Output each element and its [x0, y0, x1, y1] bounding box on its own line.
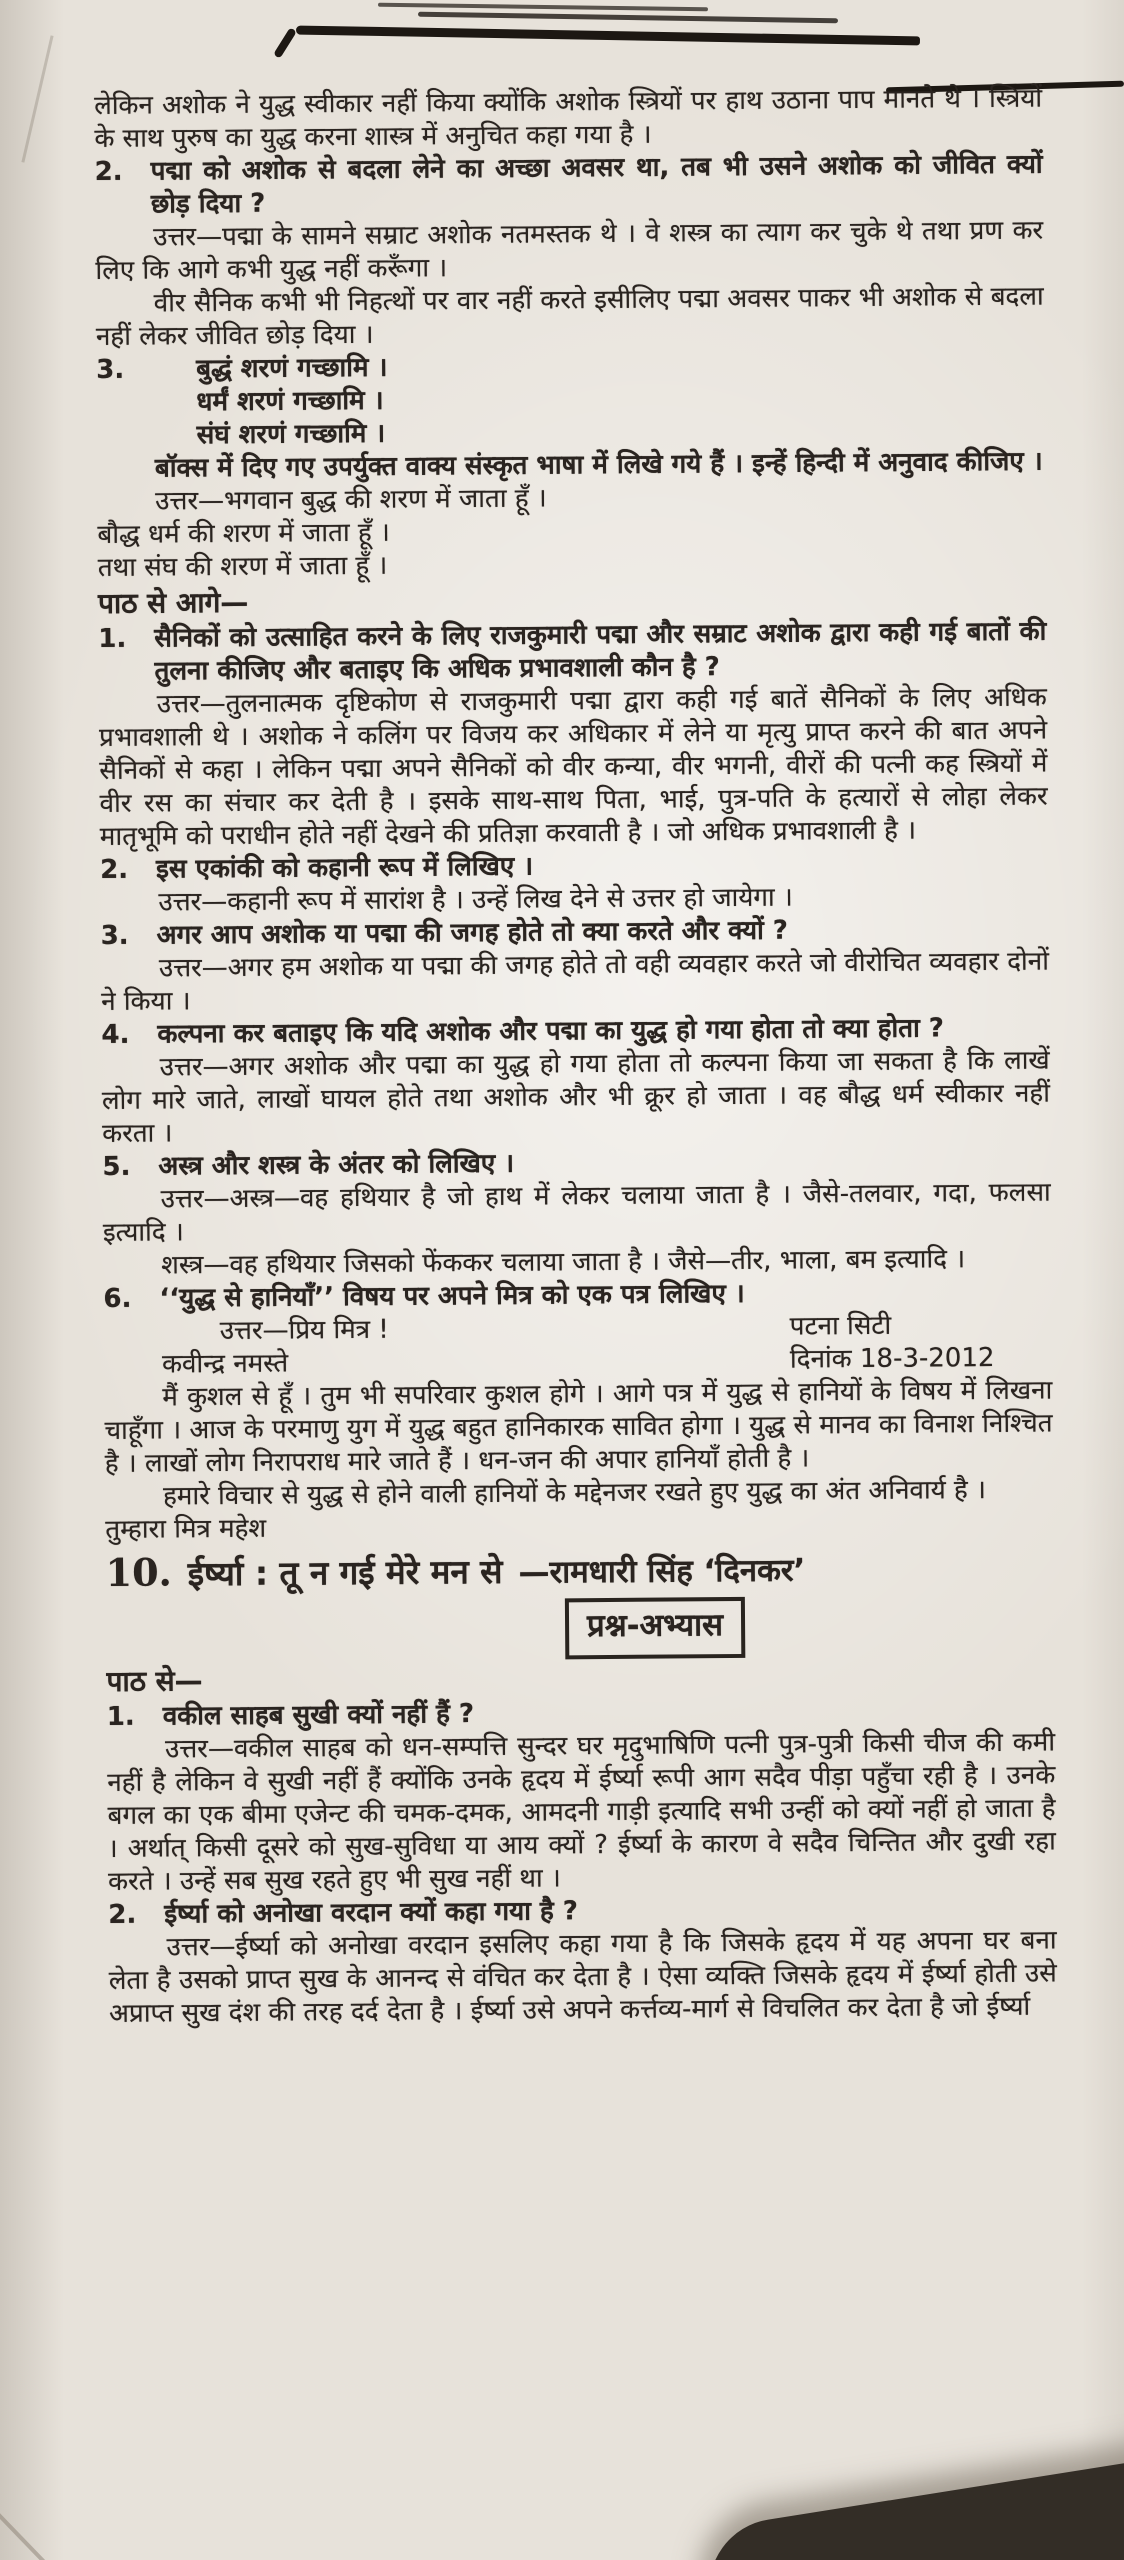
answer-2-para-2: वीर सैनिक कभी भी निहत्थों पर वार नहीं करते इसीलिए पद्मा अवसर पाकर भी अशोक से बदला नहीं लेकर जीवित छोड़ दिया । [95, 281, 1044, 352]
exercise-box-label: प्रश्न-अभ्यास [565, 1597, 745, 1659]
section-heading-path-se: पाठ से— [106, 1664, 203, 1698]
question-number: 1. [98, 623, 127, 654]
question-text: सैनिकों को उत्साहित करने के लिए राजकुमारी पद्मा और सम्राट अशोक द्वारा कही गई बातों की तुलना कीजिए और बताइए कि अधिक प्रभावशाली कौन है ? [154, 616, 1047, 687]
scan-smudge-bar [296, 26, 920, 46]
lesson10-answer-2: उत्तर—ईर्ष्या को अनोखा वरदान इसलिए कहा गया है कि जिसके हृदय में यह अपना घर बना लेता है उसको प्राप्त सुख के आनन्द से वंचित कर देता है । ऐसा व्यक्ति जिसके हृदय में ईर्ष्या होती उसे अप्राप्त सुख दंश की तरह दर्द देता है । ईर्ष्या उसे अपने कर्त्तव्य-मार्ग से विचलित कर देता है जो ईर्ष्या [108, 1925, 1057, 2029]
question-number: 6. [103, 1283, 132, 1314]
question-text: वकील साहब सुखी क्यों नहीं हैं ? [162, 1699, 475, 1732]
letter-body-1: मैं कुशल से हूँ । तुम भी सपरिवार कुशल होगे । आगे पत्र में युद्ध से हानियों के विषय में लिखना चाहूँगा । आज के परमाणु युग में युद्ध बहुत हानिकारक सावित होगा । युद्ध से मानव का विनाश निश्चित है । लाखों लोग निरापराध मारे जाते हैं । धन-जन की अपार हानियाँ होती है । [104, 1375, 1053, 1479]
beyond-answer-4: उत्तर—अगर अशोक और पद्मा का युद्ध हो गया होता तो कल्पना किया जा सकता है कि लाखें लोग मारे जाते, लाखों घायल होते तथा अशोक और भी क्रूर हो जाता । वह बौद्ध धर्म स्वीकार नहीं करता । [101, 1045, 1051, 1149]
lesson10-answer-1: उत्तर—वकील साहब को धन-सम्पत्ति सुन्दर घर मृदुभाषिणि पत्नी पुत्र-पुत्री किसी चीज की कमी नहीं है लेकिन वे सुखी नहीं हैं क्योंकि उनके हृदय में ईर्ष्या रूपी आग सदैव पीड़ा पहुँचा रही है । उनके बगल का एक बीमा एजेन्ट की चमक-दमक, आमदनी गाड़ी इत्यादि सभी उन्हीं को क्यों नहीं हो जाता है । अर्थात् किसी दूसरे को सुख-सुविधा या आय क्यों ? ईर्ष्या के कारण वे सदैव चिन्तित और दुखी रहा करते । उन्हें सब सुख रहते हुए भी सुख नहीं था । [107, 1727, 1056, 1897]
beyond-answer-5-shastra: शस्त्र—वह हथियार जिसको फेंककर चलाया जाता है । जैसे—तीर, भाला, बम इत्यादि । [161, 1244, 966, 1281]
question-text: ‘‘युद्ध से हानियाँ’’ विषय पर अपने मित्र को एक पत्र लिखिए । [159, 1278, 745, 1314]
answer-3-line-3: तथा संघ की शरण में जाता हूँ । [97, 550, 388, 583]
beyond-answer-1: उत्तर—तुलनात्मक दृष्टिकोण से राजकुमारी पद्मा द्वारा कही गई बातें सैनिकों के लिए अधिक प्रभावशाली थे । अशोक ने कलिंग पर विजय कर अधिकार में लेने या मृत्यु प्राप्त करने की बात अपने सैनिकों से कहा । लेकिन पद्मा अपने सैनिकों को वीर कन्या, वीर भगनी, वीरों की पत्नी कह स्त्रियों में वीर रस का संचार कर देती है । इसके साथ-साथ पिता, भाई, पुत्र-पति के हत्यारों से लोहा लेकर मातृभूमि को पराधीन होते नहीं देखने की प्रतिज्ञा करवाती है । जो अधिक प्रभावशाली है । [98, 682, 1048, 852]
answer-3-line-1: उत्तर—भगवान बुद्ध की शरण में जाता हूँ । [155, 483, 547, 517]
beyond-answer-5-astra: उत्तर—अस्त्र—वह हथियार है जो हाथ में लेकर चलाया जाता है । जैसे-तलवार, गदा, फलसा इत्यादि । [102, 1177, 1051, 1248]
section-heading-path-se-aage: पाठ से आगे— [97, 585, 249, 620]
question-text: पद्मा को अशोक से बदला लेने का अच्छा अवसर था, तब भी उसने अशोक को जीवित क्यों छोड़ दिया ? [150, 149, 1043, 220]
beyond-answer-2: उत्तर—कहानी रूप में सारांश है । उन्हें लिख देने से उत्तर हो जायेगा । [158, 882, 793, 918]
answer-continuation: लेकिन अशोक ने युद्ध स्वीकार नहीं किया क्योंकि अशोक स्त्रियों पर हाथ उठाना पाप मानते थे । स्त्रियों के साथ पुरुष का युद्ध करना शास्त्र में अनुचित कहा गया है । [94, 83, 1043, 154]
question-number: 3. [96, 354, 125, 385]
chapter-number: 10. [105, 1549, 172, 1595]
chapter-heading [105, 1540, 1053, 1602]
scan-smudge-hook [273, 27, 297, 58]
question-number: 4. [101, 1019, 130, 1050]
mantra-line: संघं शरणं गच्छामि । [196, 418, 386, 451]
question-3-instruction: बॉक्स में दिए गए उपर्युक्त वाक्य संस्कृत भाषा में लिखे गये हैं । इन्हें हिन्दी में अनुवाद कीजिए । [154, 446, 1043, 484]
answer-2-para-1: उत्तर—पद्मा के सामने सम्राट अशोक नतमस्तक थे । वे शस्त्र का त्याग कर चुके थे तथा प्रण कर लिए कि आगे कभी युद्ध नहीं करूँगा । [95, 215, 1044, 286]
letter-body-2: हमारे विचार से युद्ध से होने वाली हानियों के मद्देनजर रखते हुए युद्ध का अंत अनिवार्य है । [162, 1475, 987, 1512]
question-number: 2. [108, 1899, 137, 1930]
question-3 [96, 347, 1045, 453]
question-number: 3. [100, 920, 129, 951]
letter-salutation: उत्तर—प्रिय मित्र ! [219, 1314, 389, 1347]
chapter-title: ईर्ष्या : तू न गई मेरे मन से [187, 1551, 503, 1594]
mantra-line: धर्मं शरणं गच्छामि । [196, 385, 384, 418]
letter-place: पटना सिटी [789, 1310, 892, 1342]
answer-3-line-2: बौद्ध धर्म की शरण में जाता हूँ । [97, 517, 390, 550]
scan-smudge-line [378, 3, 708, 12]
question-number: 2. [94, 156, 123, 187]
page-text-column [94, 83, 1057, 2031]
beyond-answer-3: उत्तर—अगर हम अशोक या पद्मा की जगह होते तो वही व्यवहार करते जो वीरोचित व्यवहार दोनों ने किया । [101, 946, 1049, 1017]
letter-greeting: कवीन्द्र नमस्ते [161, 1348, 289, 1380]
question-text: अस्त्र और शस्त्र के अंतर को लिखिए । [158, 1148, 515, 1182]
question-number: 1. [106, 1701, 135, 1732]
question-2 [95, 149, 1043, 222]
question-number: 2. [100, 854, 129, 885]
question-text: कल्पना कर बताइए कि यदि अशोक और पद्मा का युद्ध हो गया होता तो क्या होता ? [157, 1013, 945, 1050]
question-text: इस एकांकी को कहानी रूप में लिखिए । [156, 851, 534, 885]
question-text: ईर्ष्या को अनोखा वरदान क्यों कहा गया है ? [164, 1896, 579, 1930]
question-number: 5. [102, 1151, 131, 1182]
letter-signature: तुम्हारा मित्र महेश [105, 1513, 267, 1545]
beyond-question-1 [98, 616, 1046, 689]
paper-edge-mark-bottom-left [0, 2511, 109, 2560]
exercise-box-row [106, 1595, 1054, 1663]
scan-corner-shadow [699, 2457, 1124, 2560]
mantra-line: बुद्धं शरणं गच्छामि । [196, 352, 388, 385]
letter-date: दिनांक 18-3-2012 [789, 1342, 995, 1375]
paper-edge-mark [21, 35, 53, 162]
question-text: अगर आप अशोक या पद्मा की जगह होते तो क्या करते और क्यों ? [156, 915, 789, 951]
chapter-author: —रामधारी सिंह ‘दिनकर’ [518, 1552, 806, 1591]
scan-smudge-line [418, 12, 838, 24]
